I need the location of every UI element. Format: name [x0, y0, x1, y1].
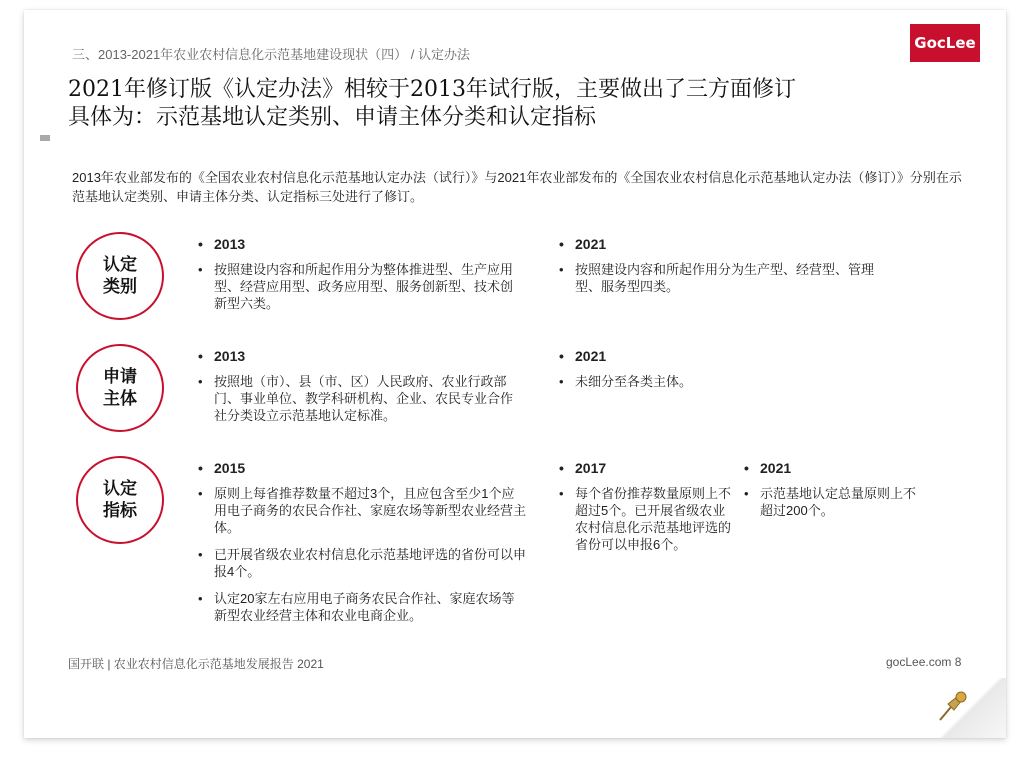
column-2013 — [198, 348, 518, 434]
column-2021 — [559, 236, 899, 305]
list-item: 每个省份推荐数量原则上不超过5个。已开展省级农业农村信息化示范基地评选的省份可以申报6个。 — [575, 486, 732, 552]
bullet: • — [559, 460, 564, 476]
year-label: 2013 — [214, 236, 246, 252]
title-line-2: 具体为：示范基地认定类别、申请主体分类和认定指标 — [68, 105, 597, 130]
intro-paragraph: 2013年农业部发布的《全国农业农村信息化示范基地认定办法（试行）》与2021年农业部发布的《全国农业农村信息化示范基地认定办法（修订）》分别在示范基地认定类别、申请主体分类、认定指标三处进行了修订。 — [72, 170, 962, 204]
year-label: 2017 — [575, 460, 607, 476]
column-2013 — [198, 236, 518, 322]
bullet: • — [198, 591, 203, 606]
footer-source: 国开联 | 农业农村信息化示范基地发展报告 2021 — [68, 657, 324, 671]
bullet: • — [559, 262, 564, 277]
bullet: • — [559, 348, 564, 364]
year-label: 2021 — [760, 460, 792, 476]
label-line-2: 类别 — [103, 277, 137, 297]
slide-page — [24, 10, 1006, 738]
list-item: 认定20家左右应用电子商务农民合作社、家庭农场等新型农业经营主体和农业电商企业。 — [214, 591, 515, 623]
goclee-logo: GocLee — [910, 24, 980, 62]
bullet: • — [559, 374, 564, 389]
bullet: • — [198, 547, 203, 562]
year-label: 2021 — [575, 236, 607, 252]
year-label: 2015 — [214, 460, 246, 476]
label-line-2: 主体 — [103, 389, 137, 409]
bullet: • — [559, 236, 564, 252]
list-item: 按照地（市）、县（市、区）人民政府、农业行政部门、事业单位、教学科研机构、企业、农民专业合作社分类设立示范基地认定标准。 — [214, 374, 514, 423]
breadcrumb: 三、2013-2021年农业农村信息化示范基地建设现状（四） / 认定办法 — [72, 47, 471, 62]
bullet: • — [198, 348, 203, 364]
year-label: 2021 — [575, 348, 607, 364]
label-line-1: 认定 — [103, 255, 137, 275]
bullet: • — [744, 460, 749, 476]
list-item: 原则上每省推荐数量不超过3个，且应包含至少1个应用电子商务的农民合作社、家庭农场等新型农业经营主体。 — [214, 486, 527, 535]
section-label-circle — [76, 232, 164, 320]
bullet: • — [198, 460, 203, 476]
page-title — [68, 76, 948, 132]
title-line-1: 2021年修订版《认定办法》相较于2013年试行版，主要做出了三方面修订 — [68, 77, 796, 102]
bullet: • — [198, 374, 203, 389]
column-2021 — [744, 460, 924, 529]
bullet: • — [198, 236, 203, 252]
pushpin-icon — [934, 688, 970, 724]
list-item: 示范基地认定总量原则上不超过200个。 — [760, 486, 917, 518]
column-2015 — [198, 460, 526, 634]
bullet: • — [198, 486, 203, 501]
list-item: 已开展省级农业农村信息化示范基地评选的省份可以申报4个。 — [214, 547, 527, 579]
bullet: • — [559, 486, 564, 501]
year-label: 2013 — [214, 348, 246, 364]
list-item: 按照建设内容和所起作用分为整体推进型、生产应用型、经营应用型、政务应用型、服务创新型、技术创新型六类。 — [214, 262, 514, 311]
bullet: • — [198, 262, 203, 277]
label-line-1: 申请 — [103, 367, 137, 387]
section-label-circle — [76, 456, 164, 544]
footer-page: gocLee.com 8 — [886, 655, 962, 669]
section-label-circle — [76, 344, 164, 432]
column-2017 — [559, 460, 731, 563]
title-marker — [40, 135, 50, 141]
column-2021 — [559, 348, 899, 400]
bullet: • — [744, 486, 749, 501]
list-item: 未细分至各类主体。 — [575, 374, 693, 389]
label-line-2: 指标 — [103, 501, 137, 521]
label-line-1: 认定 — [103, 479, 137, 499]
list-item: 按照建设内容和所起作用分为生产型、经营型、管理型、服务型四类。 — [575, 262, 875, 294]
